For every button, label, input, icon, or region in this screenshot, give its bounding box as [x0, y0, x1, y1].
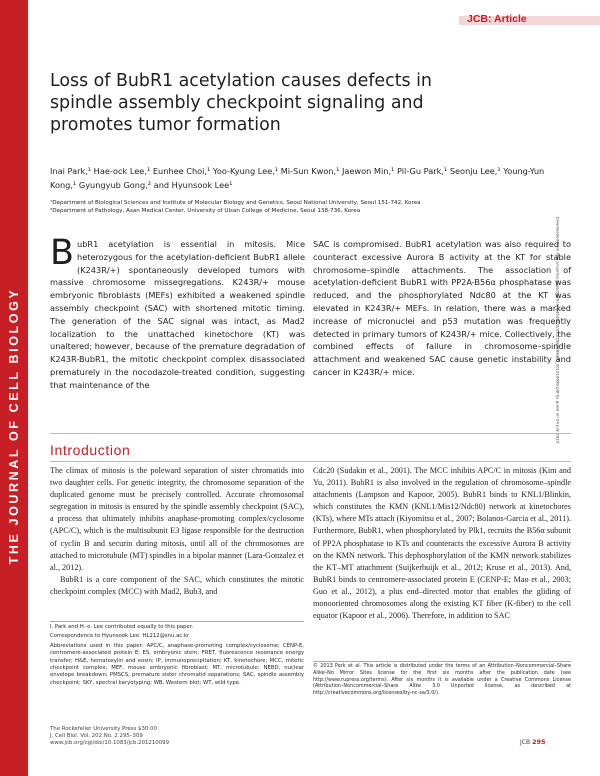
- license-notice: © 2013 Park et al. This article is distributed under the terms of an Attribution–Noncommercial–Share Alike–No Mirror Sites license for the first six months after the publication date (see http://www.rupress.org/terms). After six months it is available under a Creative Commons License (Attribution–Noncommercial–Share Alike 3.0 Unported license, as described at http://creativecommons.org/licenses/by-nc-sa/3.0/).: [313, 663, 571, 697]
- footnote-abbreviations: Abbreviations used in this paper: APC/C, anaphase-promoting complex/cyclosome; CENP-E, centromere-associated protein E; ES, embryonic stem; FRET, fluorescence resonance energy transfer; H&E, hematoxylin and eosin; IP, immunoprecipitation; KT, kinetochore; MCC, mitotic checkpoint complex; MEF, mouse embryonic fibroblast; MT, microtubule; NEBD, nuclear envelope breakdown; PMSCS, premature sister chromatid separations; SAC, spindle assembly checkpoint; SKY, spectral karyotyping; WB, Western blot; WT, wild type.: [50, 642, 304, 686]
- footnote-equal-contribution: I. Park and H.-o. Lee contributed equally to this paper.: [50, 624, 194, 630]
- section-heading-introduction: Introduction: [50, 442, 131, 458]
- publisher-info: [50, 726, 250, 748]
- abstract-divider: [50, 433, 571, 434]
- intro-left-column: [50, 465, 304, 598]
- footer-journal: JCB: [520, 739, 531, 746]
- license-divider: [313, 661, 571, 662]
- intro-paragraph-2: BubR1 is a core component of the SAC, which constitutes the mitotic checkpoint complex (MCC) with Mad2, Bub3, and: [50, 574, 304, 596]
- header-section: Article: [494, 13, 527, 25]
- dropcap-letter: B: [50, 233, 75, 273]
- article-title: Loss of BubR1 acetylation causes defects in spindle assembly checkpoint signaling and promotes tumor formation: [50, 71, 432, 135]
- header-journal: JCB: [467, 13, 489, 25]
- publisher-doi-link[interactable]: www.jcb.org/cgi/doi/10.1083/jcb.201210099: [50, 740, 170, 747]
- page-number: 295: [532, 738, 546, 746]
- publisher-line-1: The Rockefeller University Press $30.00: [50, 726, 157, 732]
- journal-sidebar: [0, 0, 28, 776]
- abstract-left-text: ubR1 acetylation is essential in mitosis. Mice heterozygous for the acetylation-deficient BubR1 allele (K243R/+) spontaneously developed tumors with massive chromosome missegregations. K243R/+ mouse embryonic fibroblasts (MEFs) exhibited a weakened spindle assembly checkpoint (SAC) with shortened mitotic timing. The generation of the SAC signal was intact, as Mad2 localization to the unattached kinetochore (KT) was unaltered; however, because of the premature degradation of K243R-BubR1, the mitotic checkpoint complex disassociated prematurely in the nocodazole-treated condition, suggesting that maintenance of the: [50, 239, 305, 390]
- footnotes: [50, 624, 304, 689]
- footnote-correspondence: Correspondence to Hyunsook Lee: HL212@snu.ac.kr: [50, 633, 190, 640]
- abstract-right: SAC is compromised. BubR1 acetylation was also required to counteract excessive Aurora B activity at the KT for stable chromosome–spindle attachments. The association of acetylation-deficient BubR1 with PP2A-B56α phosphatase was reduced, and the phosphorylated Ndc80 at the KT was elevated in K243R/+ MEFs. In relation, there was a marked increase of micronuclei and p53 mutation was frequently detected in primary tumors of K243R/+ mice. Collectively, the combined effects of failure in chromosome–spindle attachment and weakened SAC cause genetic instability and cancer in K243R/+ mice.: [313, 239, 571, 377]
- heading-divider: [50, 461, 571, 462]
- abstract-left: [50, 233, 305, 392]
- intro-paragraph-1: The climax of mitosis is the poleward separation of sister chromatids into two daughter cells. For genetic integrity, the chromosome separation of the duplicated genome must be precisely controlled. Accurate chromosomal segregation in mitosis is ensured by the spindle assembly checkpoint (SAC), a process that ultimately inhibits anaphase-promoting complex/cyclosome (APC/C), which is the multisubunit E3 ligase responsible for the destruction of cyclin B and securin during mitosis, until all of the chromosomes are attached to microtubule (MT) spindles in a bipolar manner (Lara-Gonzalez et al., 2012).: [50, 466, 304, 572]
- sidebar-journal-name: THE JOURNAL OF CELL BIOLOGY: [7, 287, 21, 565]
- intro-paragraph-3: Cdc20 (Sudakin et al., 2001). The MCC inhibits APC/C in mitosis (Kim and Yu, 2011). BubR1 is also involved in the regulation of chromosome–spindle attachments (Lampson and Kapoor, 2005). BubR1 binds to KNL1/Blinkin, which constitutes the KMN (KNL1/Mis12/Ndc80) network at kinetochores (KTs), where MTs attach (Kiyomitsu et al., 2007; Bolanos-Garcia et al., 2011). Furthermore, BubR1, when phosphorylated by Plk1, recruits the B56α subunit of PP2A phosphatase to KTs and counteracts the excessive Aurora B activity on the KMN network. This dephosphorylation of the KMN network stabilizes the KT–MT attachment (Suijkerbuijk et al., 2012; Kruse et al., 2013). And, BubR1 binds to centromere-associated protein E (CENP-E; Mao et al., 2003; Guo et al., 2012), a plus end–directed motor that enables the gliding of monooriented chromosomes along the existing KT fiber (K-fiber) to the cell equator (Kapoor et al., 2006). Therefore, in addition to SAC: [313, 466, 571, 621]
- author-list: Inai Park,¹ Hae-ock Lee,¹ Eunhee Choi,¹ Yoo-Kyung Lee,¹ Mi-Sun Kwon,¹ Jaewon Min,¹ Pil-Gu Park,¹ Seonju Lee,¹ Young-Yun Kong,¹ Gyungyub Gong,² and Hyunsook Lee¹: [50, 166, 545, 190]
- affiliation-2: ²Department of Pathology, Asan Medical Center, University of Ulsan College of Medicine, Seoul 138-736, Korea: [50, 208, 361, 214]
- download-note: Downloaded from http://rupress.org/jcb/article-pdf/202/2/295/1582288/jcb_201210099.pdf by guest on 24 July 2023: [555, 216, 561, 444]
- section-label: [467, 13, 527, 25]
- affiliations: [50, 199, 560, 215]
- page-footer: [520, 738, 546, 746]
- publisher-line-2: J. Cell Biol. Vol. 202 No. 2 295–309: [50, 733, 143, 740]
- affiliation-1: ¹Department of Biological Sciences and Institute of Molecular Biology and Genetics, Seoul National University, Seoul 151-742, Korea: [50, 200, 421, 206]
- footnote-divider: [50, 621, 304, 622]
- header-separator: :: [488, 13, 492, 25]
- intro-right-column: [313, 465, 571, 622]
